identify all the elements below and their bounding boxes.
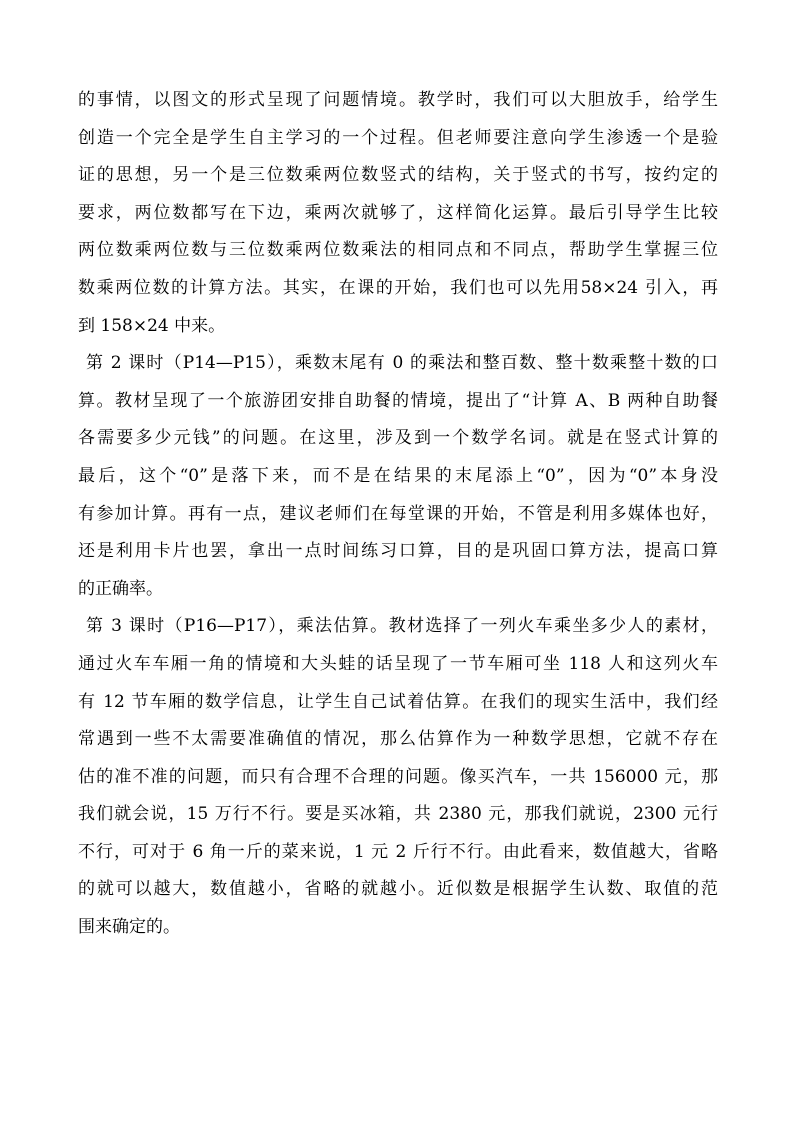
document-body: [78, 82, 718, 947]
text-line: 最后，这个“0”是落下来，而不是在结果的末尾添上“0”，因为“0”本身没: [78, 465, 718, 486]
text-line: 的正确率。: [78, 578, 163, 599]
text-line: 到 158×24 中来。: [78, 315, 226, 336]
text-line: 创造一个完全是学生自主学习的一个过程。但老师要注意向学生渗透一个是验: [78, 127, 718, 148]
text-line: 数乘两位数的计算方法。其实，在课的开始，我们也可以先用58×24 引入，再: [78, 277, 718, 298]
text-line: 算。教材呈现了一个旅游团安排自助餐的情境，提出了“计算 A、B 两种自助餐: [78, 390, 718, 411]
text-line: 通过火车车厢一角的情境和大头蛙的话呈现了一节车厢可坐 118 人和这列火车: [78, 653, 718, 674]
text-line: 证的思想，另一个是三位数乘两位数竖式的结构，关于竖式的书写，按约定的: [78, 165, 718, 186]
text-line: 不行，可对于 6 角一斤的菜来说，1 元 2 斤行不行。由此看来，数值越大，省略: [78, 841, 718, 862]
paragraph-lesson-2-start: 第 2 课时（P14—P15），乘数末尾有 0 的乘法和整百数、整十数乘整十数的口: [86, 353, 718, 374]
text-line: 我们就会说，15 万行不行。要是买冰箱，共 2380 元，那我们就说，2300 元行: [78, 804, 718, 825]
text-line: 围来确定的。: [78, 917, 180, 938]
text-line: 估的准不准的问题，而只有合理不合理的问题。像买汽车，一共 156000 元，那: [78, 766, 718, 787]
text-line: 的事情，以图文的形式呈现了问题情境。教学时，我们可以大胆放手，给学生: [78, 90, 718, 110]
text-line: 还是利用卡片也罢，拿出一点时间练习口算，目的是巩固口算方法，提高口算: [78, 541, 718, 562]
text-line: 常遇到一些不太需要准确值的情况，那么估算作为一种数学思想，它就不存在: [78, 729, 718, 750]
text-line: 两位数乘两位数与三位数乘两位数乘法的相同点和不同点，帮助学生掌握三位: [78, 240, 718, 261]
paragraph-lesson-3-start: 第 3 课时（P16—P17），乘法估算。教材选择了一列火车乘坐多少人的素材，: [86, 616, 718, 637]
text-line: 各需要多少元钱”的问题。在这里，涉及到一个数学名词。就是在竖式计算的: [78, 428, 718, 449]
text-line: 有 12 节车厢的数学信息，让学生自己试着估算。在我们的现实生活中，我们经: [78, 691, 718, 712]
text-line: 的就可以越大，数值越小，省略的就越小。近似数是根据学生认数、取值的范: [78, 879, 718, 900]
text-line: 有参加计算。再有一点，建议老师们在每堂课的开始，不管是利用多媒体也好，: [78, 503, 718, 524]
text-line: 要求，两位数都写在下边，乘两次就够了，这样简化运算。最后引导学生比较: [78, 202, 718, 223]
